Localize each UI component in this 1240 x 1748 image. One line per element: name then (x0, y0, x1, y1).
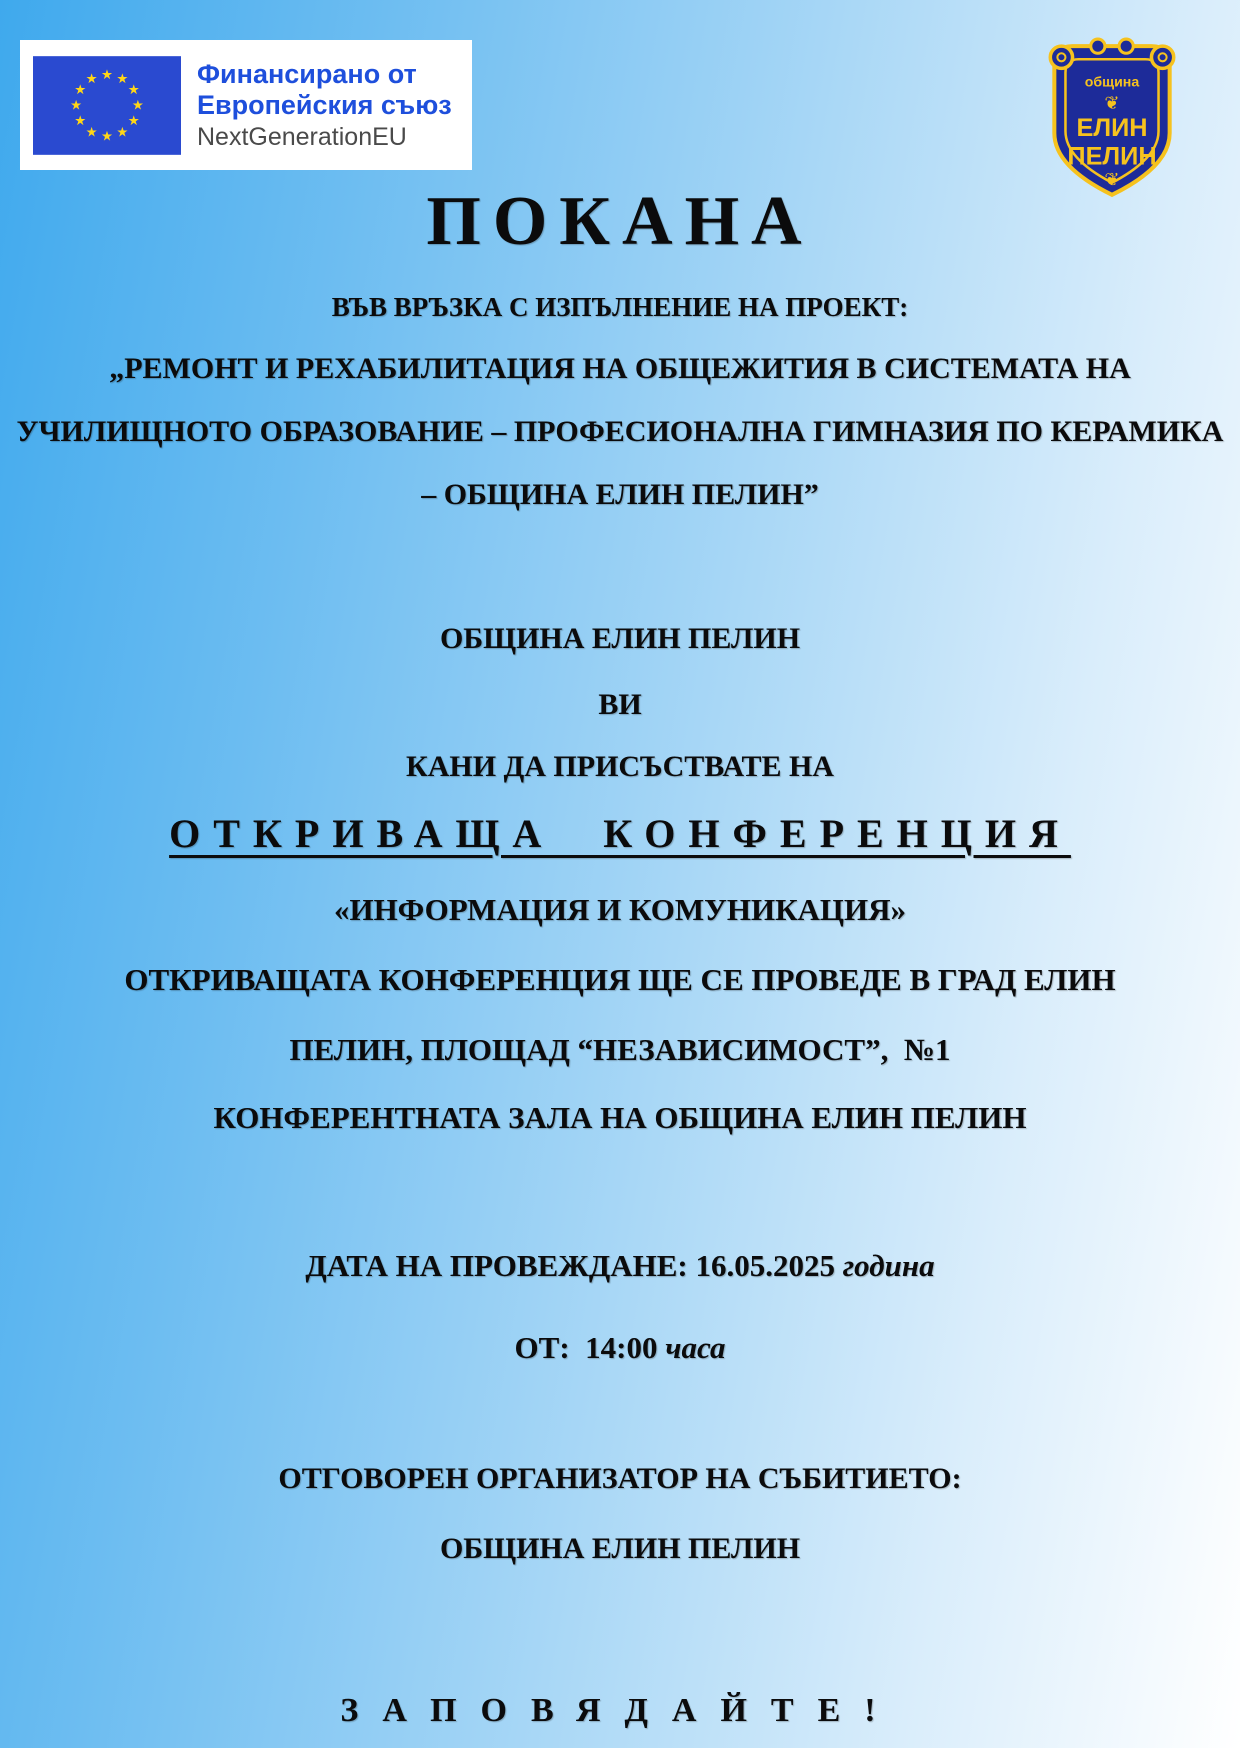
location-line2: ПЕЛИН, ПЛОЩАД “НЕЗАВИСИМОСТ”, №1 (289, 1032, 951, 1067)
svg-text:★: ★ (127, 82, 140, 98)
svg-text:★: ★ (101, 67, 113, 83)
eu-funding-logo (20, 40, 472, 170)
seal-name-line2: ПЕЛИН (1067, 142, 1157, 171)
project-name-line2: УЧИЛИЩНОТО ОБРАЗОВАНИЕ – ПРОФЕСИОНАЛНА ГИМНАЗИЯ ПО КЕРАМИКА (16, 415, 1224, 448)
location-line1: ОТКРИВАЩАТА КОНФЕРЕНЦИЯ ЩЕ СЕ ПРОВЕДЕ В ГРАД ЕЛИН (124, 962, 1116, 997)
location-line3: КОНФЕРЕНТНАТА ЗАЛА НА ОБЩИНА ЕЛИН ПЕЛИН (213, 1100, 1027, 1135)
event-date-text: ДАТА НА ПРОВЕЖДАНЕ: 16.05.2025 (305, 1248, 843, 1283)
poster-title: ПОКАНА (426, 183, 814, 260)
svg-text:★: ★ (85, 71, 98, 87)
eu-flag-icon (33, 56, 181, 155)
svg-text:★: ★ (74, 82, 87, 98)
svg-text:★: ★ (70, 98, 83, 114)
svg-text:★: ★ (131, 98, 144, 114)
organizer-name: ОБЩИНА ЕЛИН ПЕЛИН (439, 1532, 801, 1565)
svg-text:★: ★ (127, 113, 140, 129)
invitation-invites: КАНИ ДА ПРИСЪСТВАТЕ НА (406, 750, 834, 783)
organizer-label: ОТГОВОРЕН ОРГАНИЗАТОР НА СЪБИТИЕТО: (278, 1462, 962, 1495)
eu-funding-line1: Финансирано от (197, 59, 417, 90)
host-name: ОБЩИНА ЕЛИН ПЕЛИН (439, 622, 801, 655)
closing-line: ЗАПОВЯДАЙТЕ! (340, 1692, 900, 1729)
event-title: ОТКРИВАЩА КОНФЕРЕНЦИЯ (169, 811, 1071, 856)
svg-text:★: ★ (116, 124, 129, 140)
event-subtitle: «ИНФОРМАЦИЯ И КОМУНИКАЦИЯ» (333, 892, 907, 927)
seal-small-label: община (1084, 74, 1140, 91)
seal-ornament-top: ❦ (1104, 92, 1120, 113)
eu-funding-line3: NextGenerationEU (197, 122, 407, 151)
svg-text:★: ★ (101, 128, 113, 144)
event-date (0, 1248, 1240, 1284)
eu-funding-text (197, 59, 452, 150)
svg-text:★: ★ (74, 113, 87, 129)
event-time-text: ОТ: 14:00 (514, 1330, 666, 1365)
seal-ornament-bottom: ❦ (1104, 169, 1120, 190)
event-time (0, 1330, 1240, 1366)
intro-line: ВЪВ ВРЪЗКА С ИЗПЪЛНЕНИЕ НА ПРОЕКТ: (331, 292, 909, 322)
eu-funding-line2: Европейския съюз (197, 89, 452, 120)
svg-text:★: ★ (116, 71, 129, 87)
project-name-line1: „РЕМОНТ И РЕХАБИЛИТАЦИЯ НА ОБЩЕЖИТИЯ В СИСТЕМАТА НА (109, 352, 1131, 385)
svg-text:★: ★ (85, 124, 98, 140)
event-time-suffix: часа (665, 1330, 726, 1365)
project-name-line3: – ОБЩИНА ЕЛИН ПЕЛИН” (421, 478, 819, 511)
invitation-you: ВИ (598, 688, 642, 721)
seal-name-line1: ЕЛИН (1076, 114, 1148, 143)
event-date-suffix: година (842, 1248, 935, 1283)
